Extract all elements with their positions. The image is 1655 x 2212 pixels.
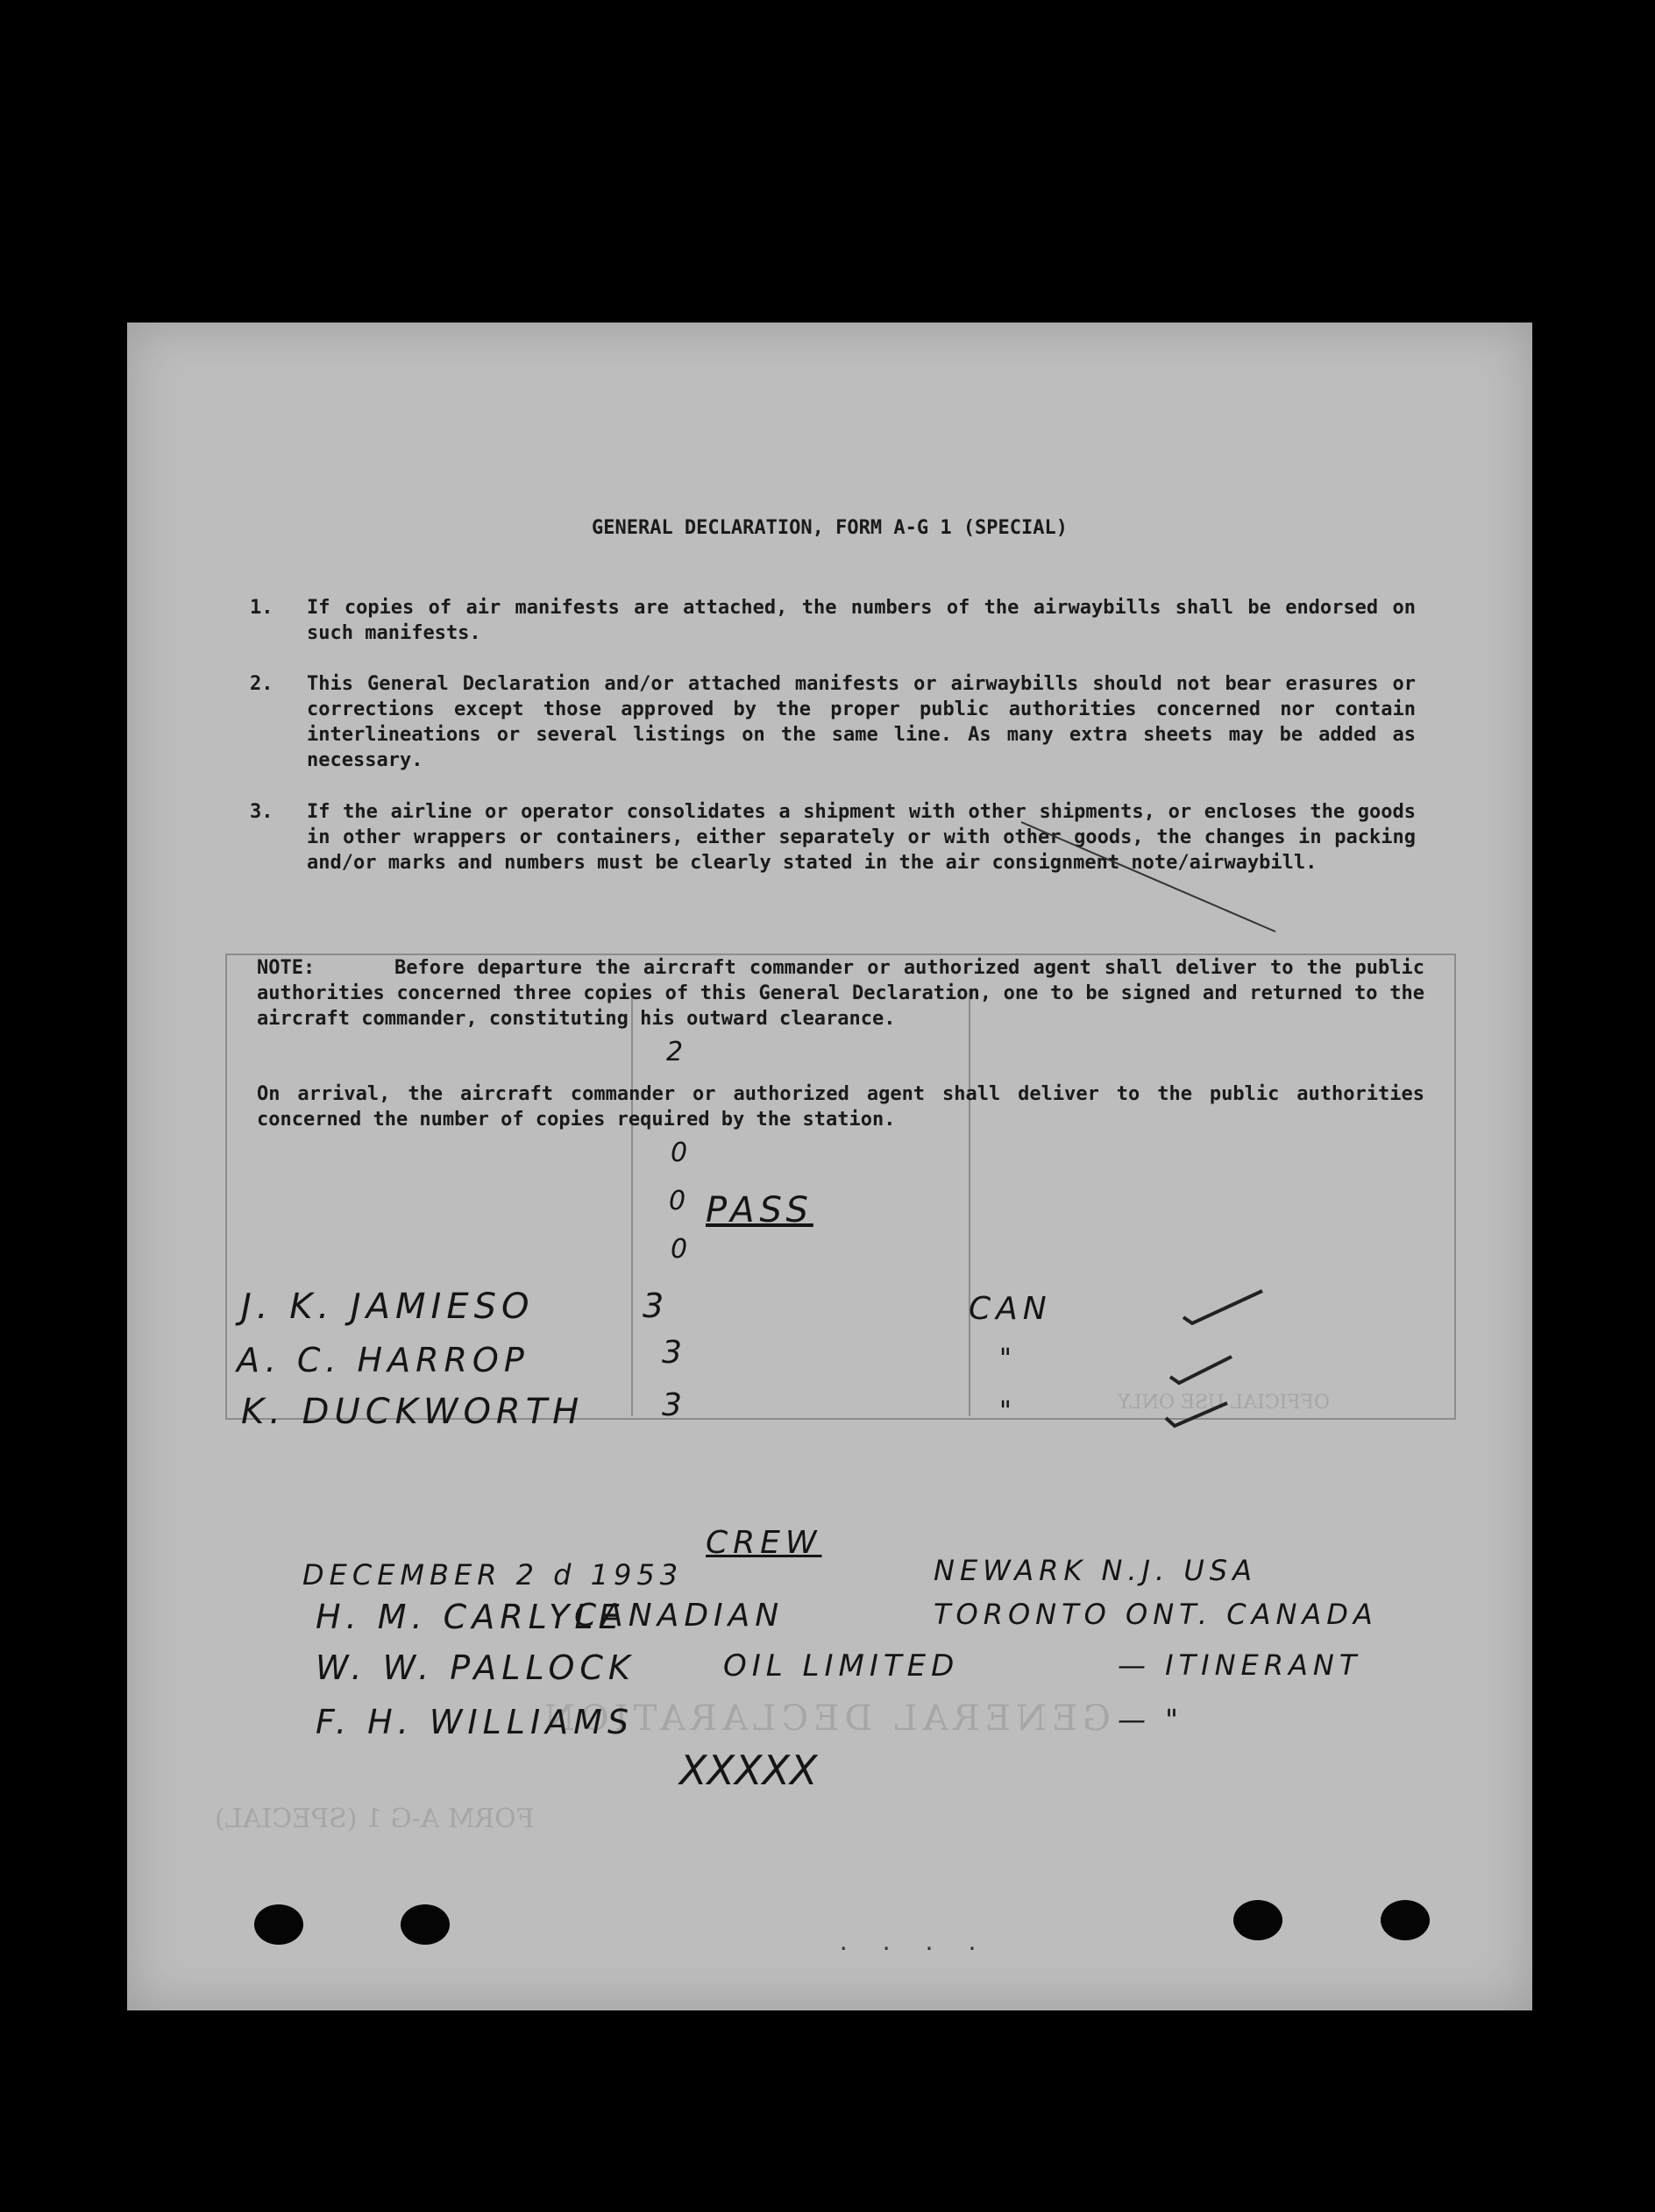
- note-paragraph: [257, 955, 1424, 1032]
- item-text: If the airline or operator consolidates a shipment with other shipments, or encloses the goods in other wrappers or containers, either separately or with other goods, the changes in packing and/or marks and numbers must be clearly stated in the air consignment note/airwaybill.: [307, 801, 1416, 874]
- item-number: 1.: [250, 597, 273, 619]
- note-text: Before departure the aircraft commander or authorized agent shall deliver to the public authorities concerned three copies of this General Declaration, one to be signed and returned to the aircraft commander, constituting his outward clearance.: [257, 957, 1424, 1030]
- passenger-name: F. H. WILLIAMS: [316, 1703, 635, 1741]
- crew-nationality: CAN: [969, 1291, 1052, 1327]
- crew-count: 3: [662, 1387, 687, 1423]
- faint-column: [631, 989, 633, 1416]
- item-text: If copies of air manifests are attached, the numbers of the airwaybills shall be endorsed on such manifests.: [307, 597, 1416, 644]
- punch-hole: [1381, 1900, 1430, 1940]
- crew-count: 3: [643, 1287, 670, 1325]
- document-title: GENERAL DECLARATION, FORM A-G 1 (SPECIAL): [591, 517, 1069, 539]
- passenger-city: TORONTO ONT. CANADA: [934, 1598, 1378, 1631]
- check-mark-icon: [1161, 1396, 1232, 1431]
- crossed-out-mark: XXXXX: [679, 1747, 818, 1794]
- faint-dots: . . . .: [837, 1931, 988, 1955]
- item-number: 2.: [250, 673, 273, 695]
- item-number: 3.: [250, 801, 273, 823]
- bleedthrough-form: FORM A-G 1 (SPECIAL): [215, 1804, 535, 1834]
- bleedthrough-title: GENERAL DECLARATION: [539, 1698, 1112, 1739]
- instruction-item-1: [250, 595, 1416, 648]
- crew-nationality: ": [999, 1396, 1017, 1427]
- crew-heading: CREW: [706, 1525, 822, 1561]
- punch-hole: [1233, 1900, 1282, 1940]
- passenger-org: OIL LIMITED: [723, 1648, 960, 1684]
- document-sheet: [127, 323, 1532, 2010]
- arrival-paragraph: On arrival, the aircraft commander or authorized agent shall deliver to the public authorities concerned the number of copies required by the station.: [257, 1083, 1424, 1131]
- column-value: 2: [666, 1037, 689, 1067]
- crew-name: J. K. JAMIESO: [241, 1287, 535, 1327]
- bleedthrough-official: OFFICIAL USE ONLY: [1118, 1392, 1330, 1414]
- check-mark-icon: [1179, 1287, 1267, 1330]
- passenger-name: H. M. CARLYLE: [316, 1598, 625, 1636]
- check-mark-icon: [1166, 1352, 1236, 1387]
- destination: NEWARK N.J. USA: [934, 1554, 1257, 1587]
- stray-stroke: [1021, 813, 1284, 936]
- column-value: 0: [671, 1234, 693, 1265]
- pass-handwriting: PASS: [706, 1190, 813, 1230]
- column-value: 0: [671, 1138, 693, 1168]
- item-text: This General Declaration and/or attached manifests or airwaybills should not bear erasures or corrections except those approved by the proper public authorities concerned nor contain interlineations or several listings on the same line. As many extra sheets may be added as necessary.: [307, 673, 1416, 771]
- column-value: 0: [669, 1186, 692, 1216]
- note-label: NOTE:: [257, 957, 316, 979]
- date-line: DECEMBER 2 d 1953: [302, 1558, 684, 1592]
- passenger-org: CANADIAN: [574, 1598, 785, 1634]
- crew-nationality: ": [999, 1344, 1017, 1374]
- passenger-city: — ": [1118, 1703, 1183, 1736]
- crew-name: A. C. HARROP: [237, 1341, 529, 1379]
- crew-name: K. DUCKWORTH: [241, 1392, 585, 1432]
- passenger-city: — ITINERANT: [1118, 1648, 1362, 1682]
- passenger-name: W. W. PALLOCK: [316, 1648, 636, 1687]
- punch-hole: [401, 1904, 450, 1945]
- instruction-item-2: [250, 671, 1416, 776]
- faint-column: [969, 989, 970, 1416]
- crew-count: 3: [662, 1335, 687, 1371]
- punch-hole: [254, 1904, 303, 1945]
